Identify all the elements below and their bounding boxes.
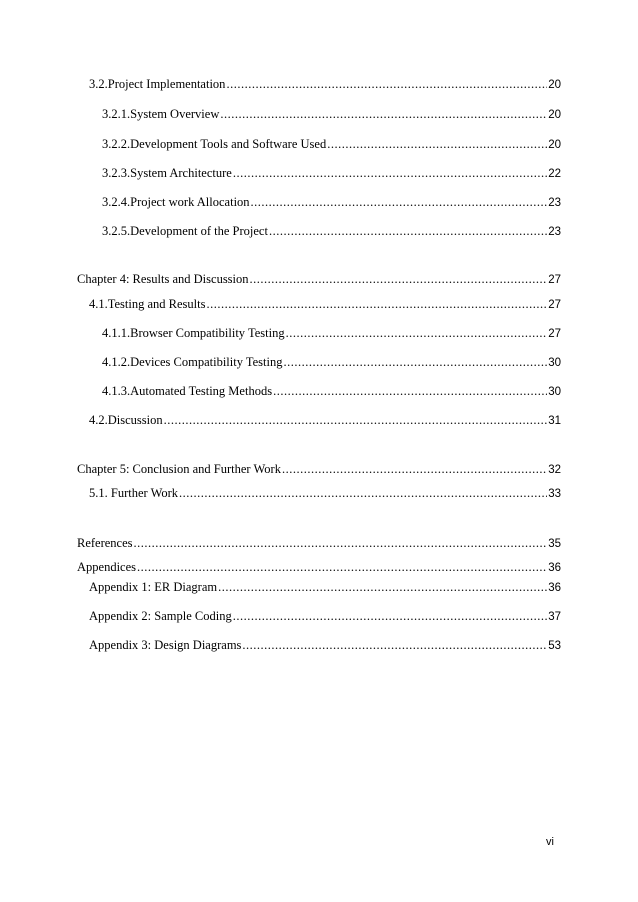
- toc-title: Testing and Results: [107, 297, 206, 311]
- toc-title: References: [77, 536, 133, 550]
- dot-leader: [282, 461, 547, 477]
- toc-page-number: 27: [548, 274, 561, 286]
- toc-entry-appendix-3[interactable]: [89, 637, 561, 653]
- toc-page-number: 32: [548, 464, 561, 476]
- toc-entry-4-1-2[interactable]: [102, 354, 561, 370]
- toc-entry-3-2-4[interactable]: [102, 194, 561, 210]
- toc-title: Automated Testing Methods: [130, 384, 273, 398]
- dot-leader: [164, 412, 548, 428]
- toc-title: System Architecture: [130, 166, 232, 180]
- toc-page-number: 20: [548, 139, 561, 151]
- toc-page-number: 35: [548, 538, 561, 550]
- dot-leader: [218, 579, 547, 595]
- dot-leader: [269, 223, 547, 239]
- toc-page-number: 23: [548, 226, 561, 238]
- toc-entry-4-1[interactable]: [89, 296, 561, 312]
- toc-number: 3.2.4.: [102, 195, 131, 209]
- dot-leader: [226, 76, 547, 92]
- toc-page-number: 36: [548, 562, 561, 574]
- toc-title: System Overview: [130, 107, 220, 121]
- dot-leader: [179, 485, 547, 501]
- toc-title: Development Tools and Software Used: [130, 137, 327, 151]
- toc-title: Appendix 1: ER Diagram: [89, 580, 218, 594]
- dot-leader: [250, 271, 548, 287]
- toc-entry-appendix-2[interactable]: [89, 608, 561, 624]
- toc-entry-3-2[interactable]: [89, 76, 561, 92]
- dot-leader: [273, 383, 547, 399]
- dot-leader: [137, 559, 547, 575]
- toc-page-number: 27: [548, 328, 561, 340]
- toc-entry-chapter-4[interactable]: [77, 271, 561, 287]
- toc-entry-4-1-3[interactable]: [102, 383, 561, 399]
- dot-leader: [283, 354, 547, 370]
- toc-entry-references[interactable]: [77, 535, 561, 551]
- toc-page-number: 30: [548, 386, 561, 398]
- toc-page-number: 53: [548, 640, 561, 652]
- toc-page-number: 27: [548, 299, 561, 311]
- toc-title: Project work Allocation: [130, 195, 250, 209]
- toc-title: 5.1. Further Work: [89, 486, 179, 500]
- toc-entry-3-2-5[interactable]: [102, 223, 561, 239]
- toc-number: 3.2.5.: [102, 224, 131, 238]
- dot-leader: [220, 106, 547, 122]
- dot-leader: [242, 637, 547, 653]
- toc-page-number: 30: [548, 357, 561, 369]
- toc-number: 4.1.3.: [102, 384, 131, 398]
- toc-number: 3.2.3.: [102, 166, 131, 180]
- toc-entry-3-2-3[interactable]: [102, 165, 561, 181]
- toc-page-number: 36: [548, 582, 561, 594]
- toc-number: 4.1.: [89, 297, 108, 311]
- toc-page-number: 37: [548, 611, 561, 623]
- toc-page-number: 22: [548, 168, 561, 180]
- toc-number: 3.2.: [89, 77, 108, 91]
- toc-title: Project Implementation: [107, 77, 226, 91]
- toc-title: Chapter 5: Conclusion and Further Work: [77, 462, 281, 476]
- toc-title: Devices Compatibility Testing: [130, 355, 283, 369]
- toc-page-number: 20: [548, 109, 561, 121]
- toc-page-number: 20: [548, 79, 561, 91]
- toc-title: Appendices: [77, 560, 137, 574]
- toc-entry-3-2-2[interactable]: [102, 136, 561, 152]
- dot-leader: [327, 136, 547, 152]
- toc-entry-5-1[interactable]: [89, 485, 561, 501]
- toc-number: 3.2.1.: [102, 107, 131, 121]
- toc-number: 3.2.2.: [102, 137, 131, 151]
- dot-leader: [286, 325, 548, 341]
- toc-title: Chapter 4: Results and Discussion: [77, 272, 249, 286]
- toc-entry-3-2-1[interactable]: [102, 106, 561, 122]
- dot-leader: [206, 296, 547, 312]
- toc-page-number: 33: [548, 488, 561, 500]
- toc-number: 4.2.: [89, 413, 108, 427]
- toc-entry-appendix-1[interactable]: [89, 579, 561, 595]
- toc-title: Development of the Project: [130, 224, 268, 238]
- toc-title: Discussion: [107, 413, 163, 427]
- dot-leader: [233, 608, 548, 624]
- toc-entry-4-2[interactable]: [89, 412, 561, 428]
- dot-leader: [233, 165, 547, 181]
- toc-page-number: 23: [548, 197, 561, 209]
- toc-number: 4.1.2.: [102, 355, 131, 369]
- toc-title: Browser Compatibility Testing: [130, 326, 285, 340]
- footer-page-number: vi: [546, 836, 554, 848]
- toc-page-number: 31: [548, 415, 561, 427]
- dot-leader: [251, 194, 548, 210]
- toc-title: Appendix 3: Design Diagrams: [89, 638, 242, 652]
- toc-number: 4.1.1.: [102, 326, 131, 340]
- toc-entry-4-1-1[interactable]: [102, 325, 561, 341]
- toc-entry-appendices[interactable]: [77, 559, 561, 575]
- toc-title: Appendix 2: Sample Coding: [89, 609, 232, 623]
- toc-entry-chapter-5[interactable]: [77, 461, 561, 477]
- dot-leader: [134, 535, 548, 551]
